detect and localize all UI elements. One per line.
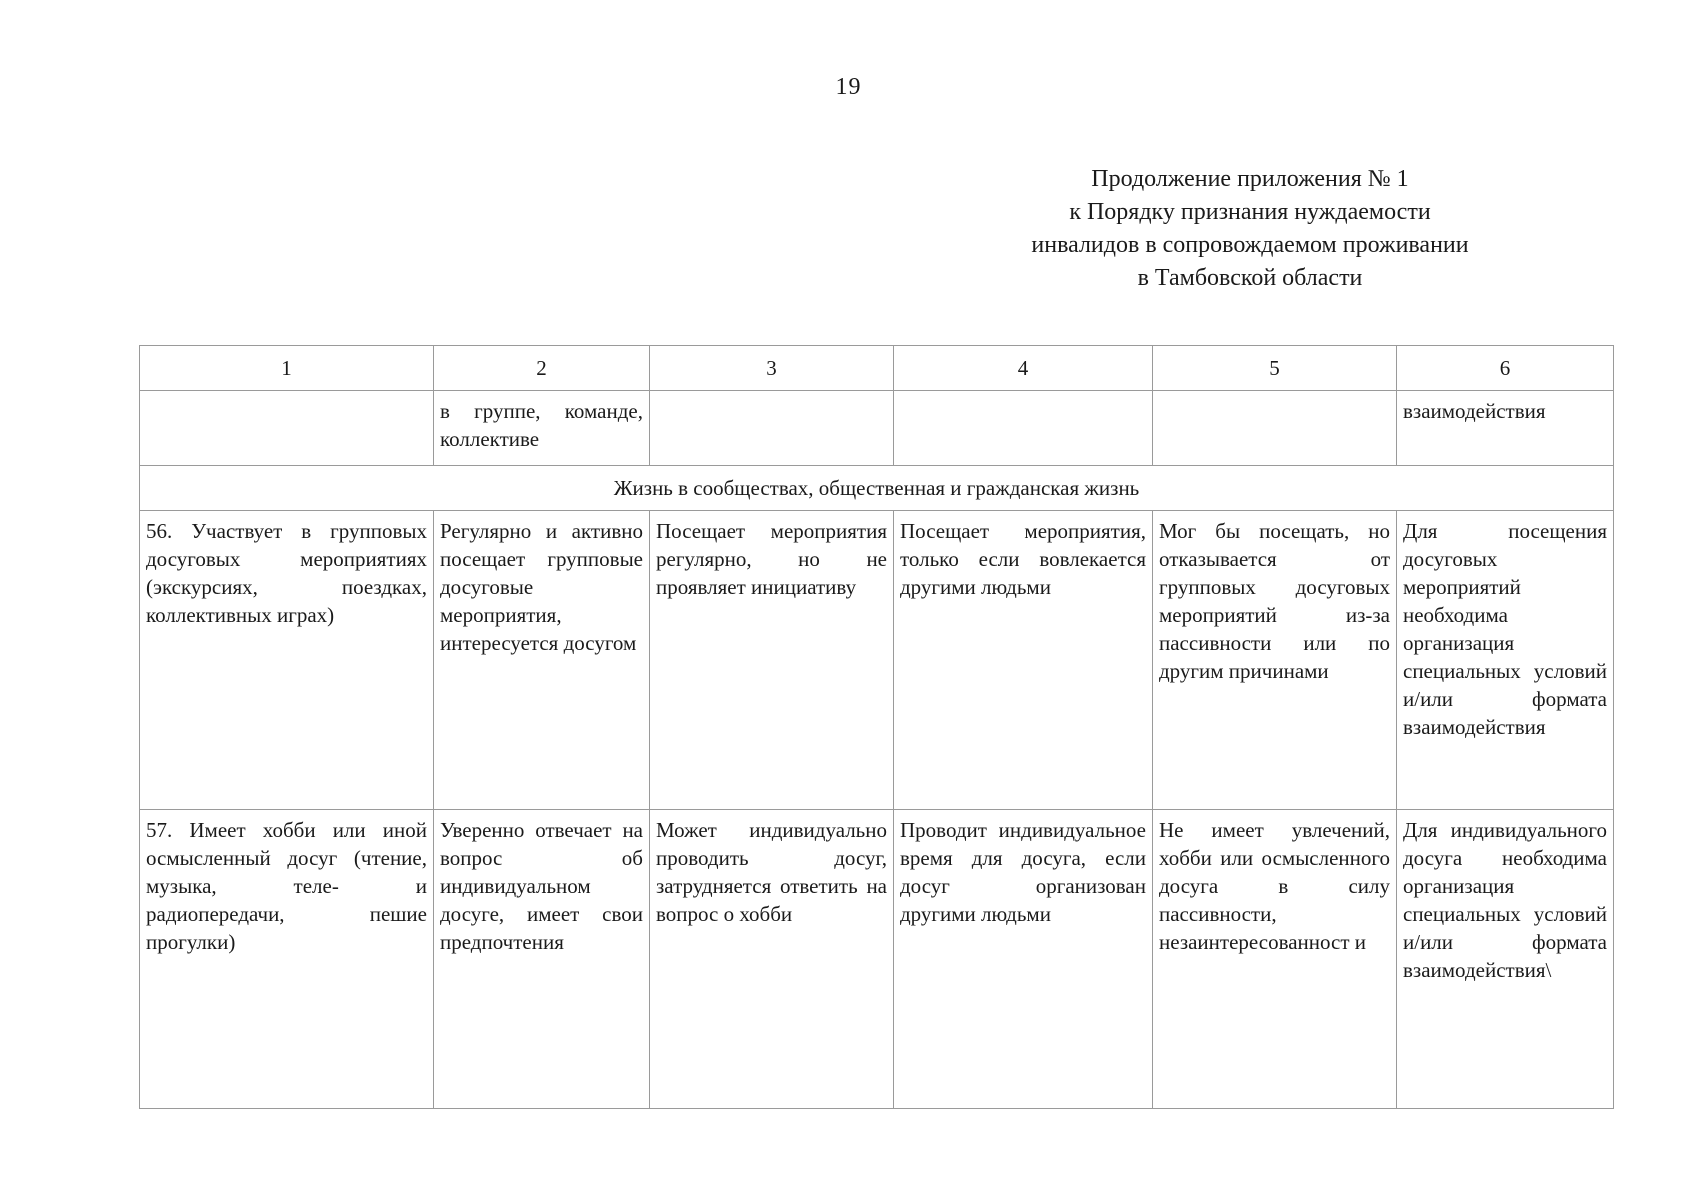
table-cell [140, 391, 434, 466]
table-cell: Мог бы посещать, но отказывается от групповых досуговых мероприятий из-за пассивности или по другим причинами [1153, 511, 1397, 810]
page-number: 19 [835, 74, 862, 100]
column-header: 4 [894, 346, 1153, 391]
appendix-heading-line: в Тамбовской области [1137, 265, 1363, 291]
table-cell [1153, 391, 1397, 466]
table-cell: Регулярно и активно посещает групповые досуговые мероприятия, интересуется досугом [434, 511, 650, 810]
section-title: Жизнь в сообществах, общественная и гражданская жизнь [140, 466, 1614, 511]
section-row [140, 466, 1614, 511]
appendix-heading-line: к Порядку признания нуждаемости [1069, 199, 1431, 225]
table-cell: в группе, команде, коллективе [434, 391, 650, 466]
appendix-heading-line: инвалидов в сопровождаемом проживании [1031, 232, 1469, 258]
column-header: 3 [650, 346, 894, 391]
table-row [140, 391, 1614, 466]
table-cell: Уверенно отвечает на вопрос об индивидуальном досуге, имеет свои предпочтения [434, 810, 650, 1109]
table-cell: Может индивидуально проводить досуг, затрудняется ответить на вопрос о хобби [650, 810, 894, 1109]
table-cell: 57. Имеет хобби или иной осмысленный досуг (чтение, музыка, теле- и радиопередачи, пешие прогулки) [140, 810, 434, 1109]
appendix-heading [940, 163, 1560, 295]
table-cell: взаимодействия [1397, 391, 1614, 466]
table-cell: Посещает мероприятия, только если вовлекается другими людьми [894, 511, 1153, 810]
table-row [140, 810, 1614, 1109]
table-header-row [140, 346, 1614, 391]
column-header: 2 [434, 346, 650, 391]
column-header: 1 [140, 346, 434, 391]
table-cell: Для индивидуального досуга необходима организация специальных условий и/или формата взаимодействия\ [1397, 810, 1614, 1109]
table-cell: Для посещения досуговых мероприятий необходима организация специальных условий и/или формата взаимодействия [1397, 511, 1614, 810]
table-cell: Не имеет увлечений, хобби или осмысленного досуга в силу пассивности, незаинтересованност и [1153, 810, 1397, 1109]
table-cell: Посещает мероприятия регулярно, но не проявляет инициативу [650, 511, 894, 810]
table-cell: Проводит индивидуальное время для досуга, если досуг организован другими людьми [894, 810, 1153, 1109]
table-cell [894, 391, 1153, 466]
table-cell [650, 391, 894, 466]
appendix-heading-line: Продолжение приложения № 1 [1091, 166, 1409, 192]
column-header: 5 [1153, 346, 1397, 391]
table-row [140, 511, 1614, 810]
assessment-table [139, 345, 1614, 1109]
table-cell: 56. Участвует в групповых досуговых мероприятиях (экскурсиях, поездках, коллективных играх) [140, 511, 434, 810]
column-header: 6 [1397, 346, 1614, 391]
